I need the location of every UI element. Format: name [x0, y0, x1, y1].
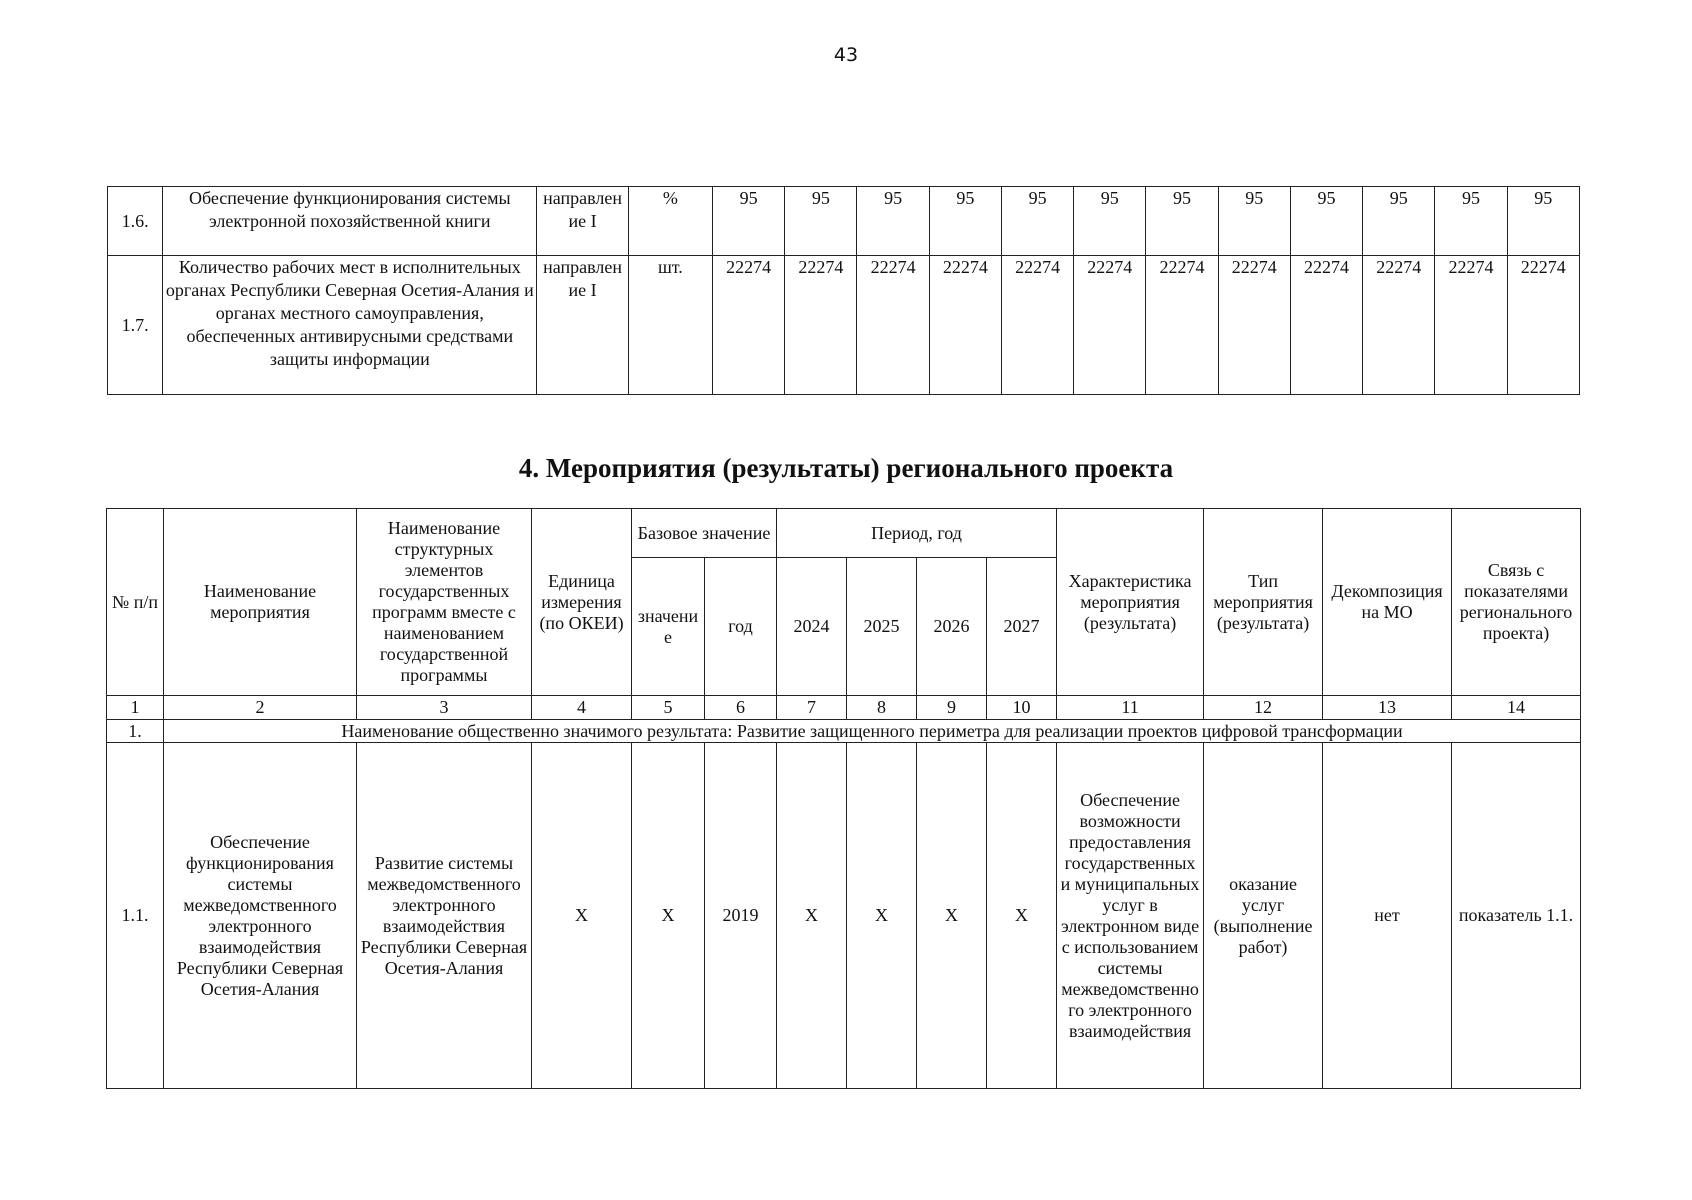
table-row	[107, 743, 1581, 1089]
event-number: 1.1.	[107, 743, 164, 1089]
indicator-value: 95	[1363, 187, 1435, 256]
column-number: 3	[357, 696, 532, 720]
event-base-value: Х	[632, 743, 705, 1089]
event-year-value: Х	[917, 743, 987, 1089]
indicator-value: 95	[1435, 187, 1507, 256]
indicator-name: Обеспечение функционирования системы электронной похозяйственной книги	[163, 187, 537, 256]
event-year-value: Х	[777, 743, 847, 1089]
header-period: Период, год	[777, 509, 1057, 558]
event-decomposition: нет	[1323, 743, 1452, 1089]
indicator-value: 22274	[1290, 256, 1362, 395]
header-struct: Наименование структурных элементов государственных программ вместе с наименованием государственной программы	[357, 509, 532, 696]
indicator-value: 22274	[1507, 256, 1579, 395]
header-row	[107, 509, 1581, 558]
column-number: 12	[1204, 696, 1323, 720]
page-number: 43	[833, 44, 859, 66]
event-link: показатель 1.1.	[1452, 743, 1581, 1089]
column-number: 4	[532, 696, 632, 720]
indicator-value: 95	[1001, 187, 1073, 256]
indicator-name: Количество рабочих мест в исполнительных органах Республики Северная Осетия-Алания и органах местного самоуправления, обеспеченных антивирусными средствами защиты информации	[163, 256, 537, 395]
group-title: Наименование общественно значимого результата: Развитие защищенного периметра для реализации проектов цифровой трансформации	[164, 720, 1581, 743]
indicator-value: 22274	[929, 256, 1001, 395]
indicator-value: 95	[929, 187, 1001, 256]
table-row	[108, 187, 1580, 256]
indicator-value: 22274	[857, 256, 929, 395]
indicator-value: 95	[713, 187, 785, 256]
indicator-value: 22274	[1074, 256, 1146, 395]
indicator-value: 95	[1146, 187, 1218, 256]
table-row	[108, 256, 1580, 395]
column-number: 8	[847, 696, 917, 720]
header-base: Базовое значение	[632, 509, 777, 558]
indicator-value: 22274	[1435, 256, 1507, 395]
indicator-value: 95	[1290, 187, 1362, 256]
indicator-value: 22274	[713, 256, 785, 395]
events-table	[106, 508, 1581, 1089]
indicator-value: 95	[785, 187, 857, 256]
indicator-direction: направление I	[537, 187, 628, 256]
header-type: Тип мероприятия (результата)	[1204, 509, 1323, 696]
header-year: 2025	[847, 558, 917, 696]
header-link: Связь с показателями регионального проекта)	[1452, 509, 1581, 696]
column-number: 2	[164, 696, 357, 720]
section-title: 4. Мероприятия (результаты) регионального проекта	[518, 453, 1174, 483]
header-num: № п/п	[107, 509, 164, 696]
column-number: 7	[777, 696, 847, 720]
indicator-value: 22274	[1146, 256, 1218, 395]
event-base-year: 2019	[705, 743, 777, 1089]
event-year-value: Х	[847, 743, 917, 1089]
event-characteristic: Обеспечение возможности предоставления государственных и муниципальных услуг в электронном виде с использованием системы межведомственного электронного взаимодействия	[1057, 743, 1204, 1089]
column-number: 6	[705, 696, 777, 720]
indicator-unit: %	[628, 187, 712, 256]
column-number: 1	[107, 696, 164, 720]
column-number: 5	[632, 696, 705, 720]
indicators-table	[107, 186, 1580, 395]
column-number: 11	[1057, 696, 1204, 720]
indicator-value: 22274	[785, 256, 857, 395]
header-year: 2026	[917, 558, 987, 696]
indicator-value: 95	[857, 187, 929, 256]
column-number: 14	[1452, 696, 1581, 720]
event-struct: Развитие системы межведомственного электронного взаимодействия Республики Северная Осетия-Алания	[357, 743, 532, 1089]
indicator-value: 22274	[1001, 256, 1073, 395]
row-number: 1.7.	[108, 256, 163, 395]
event-year-value: Х	[987, 743, 1057, 1089]
event-type: оказание услуг (выполнение работ)	[1204, 743, 1323, 1089]
indicator-value: 95	[1218, 187, 1290, 256]
indicator-value: 95	[1074, 187, 1146, 256]
group-number: 1.	[107, 720, 164, 743]
header-char: Характеристика мероприятия (результата)	[1057, 509, 1204, 696]
group-row	[107, 720, 1581, 743]
row-number: 1.6.	[108, 187, 163, 256]
event-unit: Х	[532, 743, 632, 1089]
header-name: Наименование мероприятия	[164, 509, 357, 696]
header-year: 2027	[987, 558, 1057, 696]
indicator-value: 22274	[1218, 256, 1290, 395]
indicator-value: 22274	[1363, 256, 1435, 395]
header-base-year: год	[705, 558, 777, 696]
column-numbers-row	[107, 696, 1581, 720]
indicator-direction: направление I	[537, 256, 628, 395]
column-number: 13	[1323, 696, 1452, 720]
header-year: 2024	[777, 558, 847, 696]
indicator-unit: шт.	[628, 256, 712, 395]
header-base-value: значение	[632, 558, 705, 696]
indicator-value: 95	[1507, 187, 1579, 256]
column-number: 10	[987, 696, 1057, 720]
header-unit: Единица измерения (по ОКЕИ)	[532, 509, 632, 696]
column-number: 9	[917, 696, 987, 720]
header-decomp: Декомпозиция на МО	[1323, 509, 1452, 696]
event-name: Обеспечение функционирования системы межведомственного электронного взаимодействия Республики Северная Осетия-Алания	[164, 743, 357, 1089]
